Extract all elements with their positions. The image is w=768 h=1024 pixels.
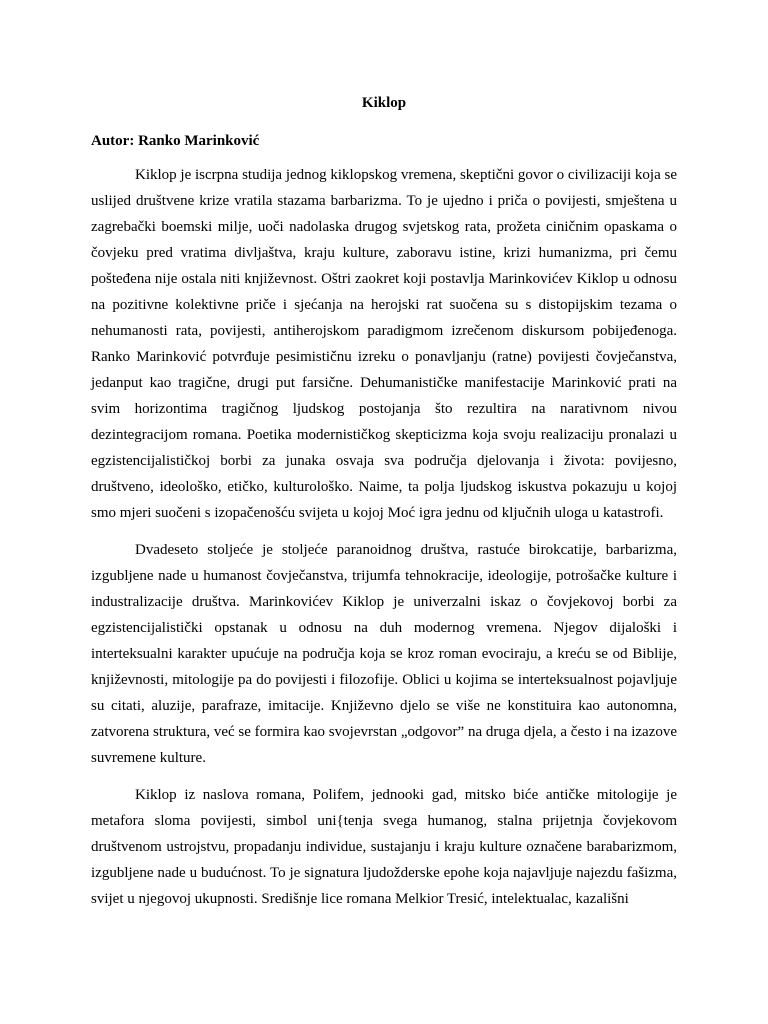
author-line: Autor: Ranko Marinković bbox=[91, 133, 260, 149]
paragraph-3: Kiklop iz naslova romana, Polifem, jednooki gad, mitsko biće antičke mitologije je metafora sloma povijesti, simbol uni{tenja svega humanog, stalna prijetnja čovjekovom društvenom ustrojstvu, propadanju individue, sustajanju i kraju kulture označene barabarizmom, izgubljene nade u budućnost. To je signatura ljudožderske epohe koja najavljuje najezdu fašizma, svijet u njegovoj ukupnosti. Središnje lice romana Melkior Tresić, intelektualac, kazališni bbox=[91, 787, 677, 907]
document-title: Kiklop bbox=[361, 95, 407, 111]
paragraph-1: Kiklop je iscrpna studija jednog kiklopskog vremena, skeptični govor o civilizaciji koja se uslijed društvene krize vratila stazama barbarizma. To je ujedno i priča o povijesti, smještena u zagrebački boemski milje, uoči nadolaska drugog svjetskog rata, prožeta ciničnim opaskama o čovjeku pred vratima divljaštva, kraju kulture, zaboravu istine, krizi humanizma, pri čemu pošteđena nije ostala niti književnost. Oštri zaokret koji postavlja Marinkovićev Kiklop u odnosu na pozitivne kolektivne priče i sjećanja na herojski rat suočena su s distopijskim tezama o nehumanosti rata, povijesti, antiherojskom paradigmom izrečenom diskursom pobijeđenoga. Ranko Marinković potvrđuje pesimističnu izreku o ponavljanju (ratne) povijesti čovječanstva, jedanput kao tragične, drugi put farsične. Dehumanističke manifestacije Marinković prati na svim horizontima tragičnog ljudskog postojanja što rezultira na narativnom nivou dezintegracijom romana. Poetika modernističkog skepticizma koja svoju realizaciju pronalazi u egzistencijalističkoj borbi za junaka osvaja sva područja djelovanja i života: povijesno, društveno, ideološko, etičko, kulturološko. Naime, ta polja ljudskog iskustva pokazuju u kojoj smo mjeri suočeni s izopačenošću svijeta u kojoj Moć igra jednu od ključnih uloga u katastrofi. bbox=[91, 167, 677, 521]
paragraph-2: Dvadeseto stoljeće je stoljeće paranoidnog društva, rastuće birokcatije, barbarizma, izgubljene nade u humanost čovječanstva, trijumfa tehnokracije, ideologije, potrošačke kulture i industralizacije društva. Marinkovićev Kiklop je univerzalni iskaz o čovjekovoj borbi za egzistencijalistički opstanak u odnosu na duh modernog vremena. Njegov dijaloški i interteksualni karakter upućuje na područja koja se kroz roman evociraju, a kreću se od Biblije, književnosti, mitologije pa do povijesti i filozofije. Oblici u kojima se interteksualnost pojavljuje su citati, aluzije, parafraze, imitacije. Književno djelo se više ne konstituira kao autonomna, zatvorena struktura, već se formira kao svojevrstan „odgovor” na druga djela, a često i na izazove suvremene kulture. bbox=[91, 542, 678, 766]
document-body bbox=[91, 92, 677, 923]
